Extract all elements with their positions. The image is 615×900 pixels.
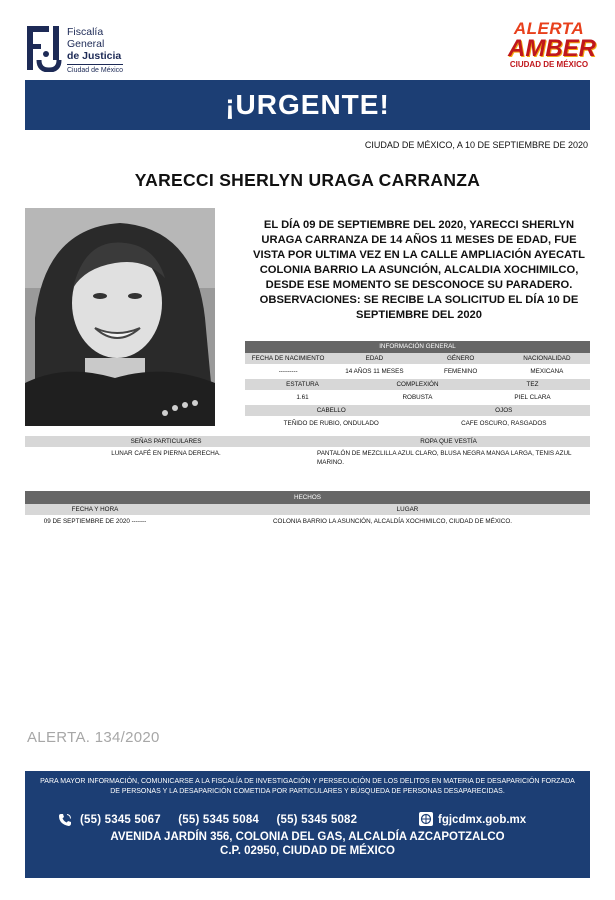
amber-line3: CIUDAD DE MÉXICO xyxy=(509,60,589,69)
value-ropa: PANTALÓN DE MEZCLILLA AZUL CLARO, BLUSA NEGRA MANGA LARGA, TENIS AZUL MARINO. xyxy=(317,450,572,466)
fgj-emblem-icon xyxy=(25,24,63,72)
address-line-2: C.P. 02950, CIUDAD DE MÉXICO xyxy=(220,845,395,857)
header-fecha-hora: FECHA Y HORA xyxy=(71,506,119,513)
alerta-amber-logo xyxy=(508,19,596,76)
info-header-row-1 xyxy=(245,353,590,364)
amber-line1: ALERTA xyxy=(513,19,585,38)
fgj-line1: Fiscalía xyxy=(67,26,104,38)
header-nacionalidad: NACIONALIDAD xyxy=(523,355,571,362)
value-complexion: ROBUSTA xyxy=(402,394,433,401)
phone-icon xyxy=(58,813,72,827)
value-senas: LUNAR CAFÉ EN PIERNA DERECHA. xyxy=(111,450,221,457)
date-line: CIUDAD DE MÉXICO, A 10 DE SEPTIEMBRE DE 2020 xyxy=(364,140,588,150)
info-header-row-2 xyxy=(245,379,590,390)
header-tez: TEZ xyxy=(526,381,539,388)
value-edad: 14 AÑOS 11 MESES xyxy=(345,368,404,375)
header-genero: GÉNERO xyxy=(446,355,475,362)
address-block xyxy=(25,830,590,858)
value-genero: FEMENINO xyxy=(444,368,478,375)
header-complexion: COMPLEXIÓN xyxy=(396,381,439,388)
hechos-header-row xyxy=(25,504,590,515)
website-link[interactable]: fgjcdmx.gob.mx xyxy=(438,814,527,826)
observations-text: OBSERVACIONES: SE RECIBE LA SOLICITUD EL DÍA 10 DE SEPTIEMBRE DEL 2020 xyxy=(259,294,579,321)
hechos-title: HECHOS xyxy=(25,491,590,504)
info-header-row-3 xyxy=(245,405,590,416)
footer xyxy=(25,771,590,878)
header-fecha-nacimiento: FECHA DE NACIMIENTO xyxy=(251,355,325,362)
value-nacionalidad: MEXICANA xyxy=(530,368,564,375)
value-fecha-nacimiento: --------- xyxy=(278,368,298,375)
value-fecha-hora: 09 DE SEPTIEMBRE DE 2020 ------- xyxy=(43,518,147,525)
fgj-line3: de Justicia xyxy=(67,50,122,62)
header-cabello: CABELLO xyxy=(316,407,346,414)
info-value-row-1 xyxy=(245,364,590,379)
info-header-row-4 xyxy=(25,436,590,447)
address-line-1: AVENIDA JARDÍN 356, COLONIA DEL GAS, ALCALDÍA AZCAPOTZALCO xyxy=(110,831,505,843)
missing-person-name: YARECCI SHERLYN URAGA CARRANZA xyxy=(134,170,481,190)
value-ojos: CAFE OSCURO, RASGADOS xyxy=(461,420,547,427)
description-block xyxy=(248,218,590,323)
value-cabello: TEÑIDO DE RUBIO, ONDULADO xyxy=(283,420,379,427)
header xyxy=(0,0,615,80)
portrait-illustration xyxy=(25,208,215,426)
value-estatura: 1.61 xyxy=(296,394,309,401)
fgj-line2: General xyxy=(67,38,105,50)
description-text: EL DÍA 09 DE SEPTIEMBRE DEL 2020, YARECCI SHERLYN URAGA CARRANZA DE 14 AÑOS 11 MESES DE EDAD, FUE VISTA POR ULTIMA VEZ EN LA CALLE AMPLIACIÓN AYECATL COLONIA BARRIO LA ASUNCIÓN, ALCALDIA XOCHIMILCO, DESDE ESE MOMENTO SE DESCONOCE SU PARADERO. xyxy=(253,219,585,291)
fgj-logo xyxy=(25,22,175,77)
header-ojos: OJOS xyxy=(495,407,513,414)
header-ropa: ROPA QUE VESTÍA xyxy=(420,438,477,445)
header-lugar: LUGAR xyxy=(396,506,419,513)
phone-number-3[interactable]: (55) 5345 5082 xyxy=(276,814,358,826)
phone-number-1[interactable]: (55) 5345 5067 xyxy=(80,814,161,826)
alert-number: ALERTA. 134/2020 xyxy=(27,729,160,746)
info-value-row-2 xyxy=(245,390,590,405)
amber-line2: AMBER xyxy=(508,35,596,62)
phone-number-2[interactable]: (55) 5345 5084 xyxy=(178,814,260,826)
info-value-row-4 xyxy=(25,449,590,467)
phone-numbers xyxy=(80,814,371,826)
value-lugar: COLONIA BARRIO LA ASUNCIÓN, ALCALDÍA XOCHIMILCO, CIUDAD DE MÉXICO. xyxy=(273,518,512,525)
hechos-value-row xyxy=(25,518,590,525)
footer-info-text: PARA MAYOR INFORMACIÓN, COMUNICARSE A LA FISCALÍA DE INVESTIGACIÓN Y PERSECUCIÓN DE LOS DELITOS EN MATERIA DE DESAPARICIÓN FORZADA DE PERSONAS Y LA DESAPARICIÓN COMETIDA POR PARTICULARES Y BÚSQUEDA DE PERSONAS DESAPARECIDAS. xyxy=(40,778,575,795)
fgj-line4: Ciudad de México xyxy=(67,64,123,76)
urgent-banner: ¡URGENTE! xyxy=(25,80,590,130)
value-tez: PIEL CLARA xyxy=(514,394,551,401)
contact-row xyxy=(25,813,590,829)
fgj-text xyxy=(67,26,123,76)
header-edad: EDAD xyxy=(365,355,384,362)
info-value-row-3 xyxy=(245,416,590,431)
web-icon xyxy=(418,811,434,827)
general-info-title: INFORMACIÓN GENERAL xyxy=(245,341,590,353)
missing-person-photo xyxy=(25,208,215,426)
header-senas: SEÑAS PARTICULARES xyxy=(130,438,202,445)
general-info-table xyxy=(245,341,590,431)
header-estatura: ESTATURA xyxy=(286,381,319,388)
